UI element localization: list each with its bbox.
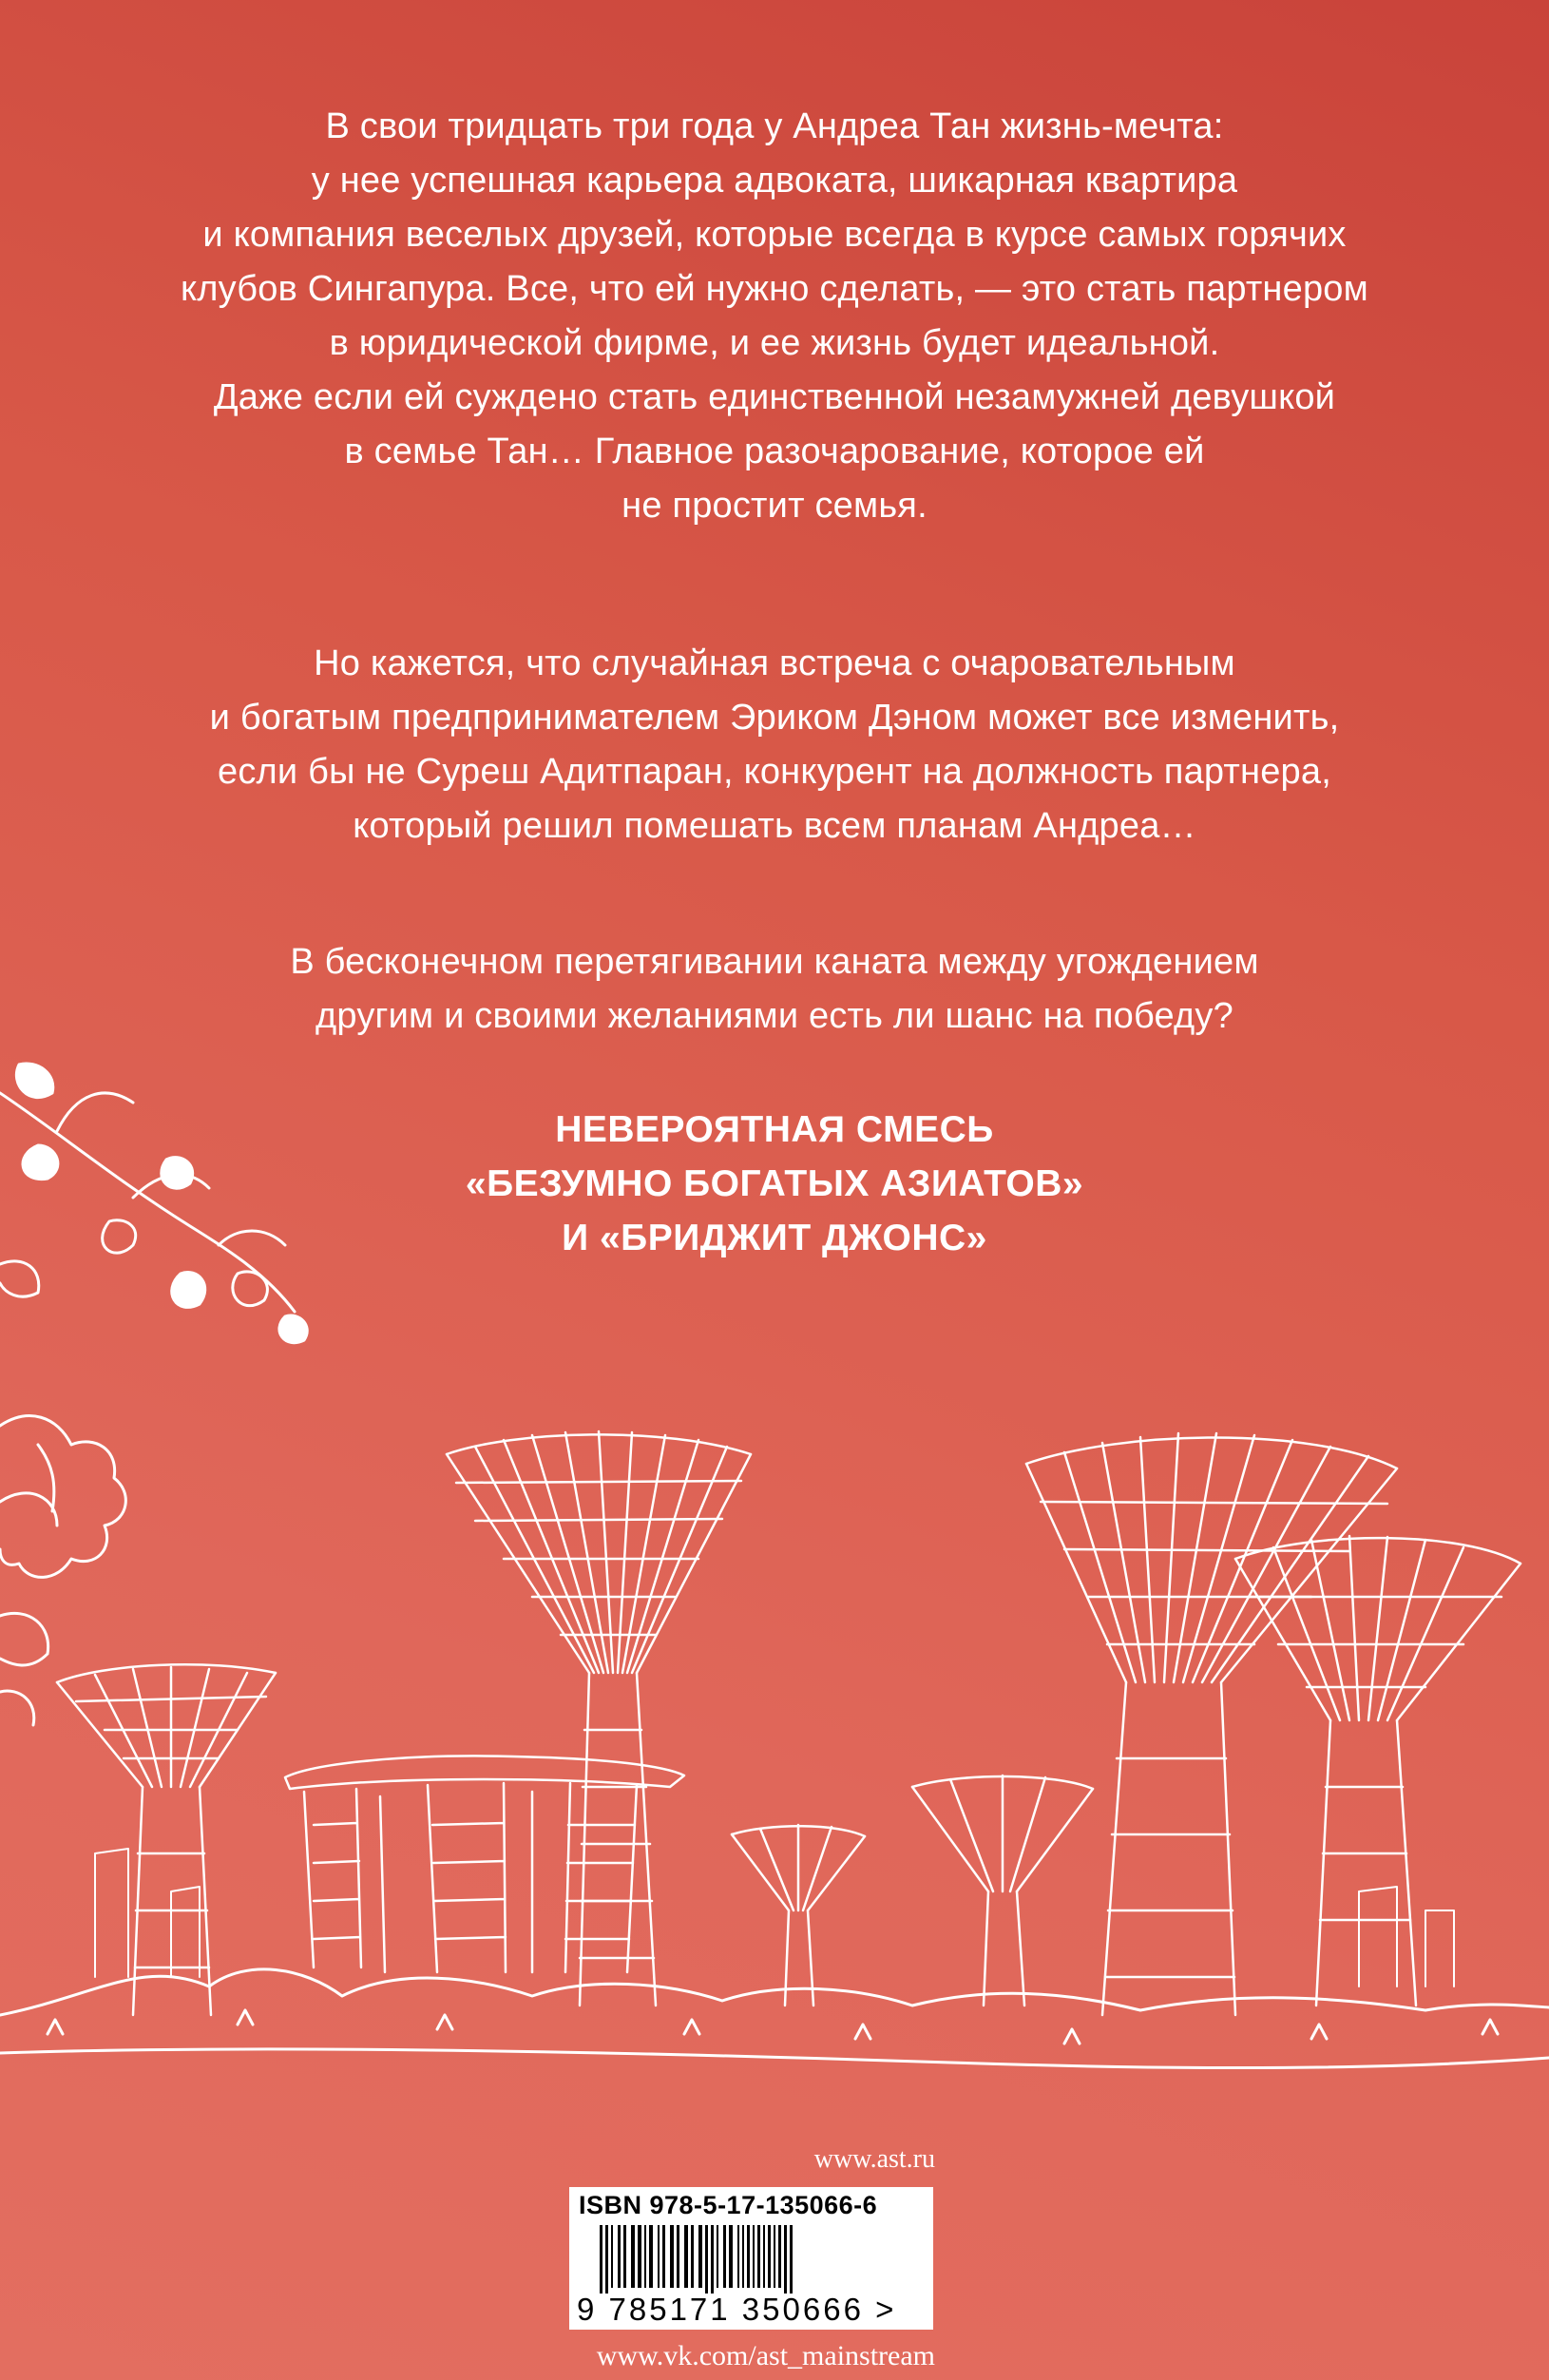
distant-buildings-illustration xyxy=(95,1849,1454,1987)
blurb-line: и богатым предпринимателем Эриком Дэном может все изменить, xyxy=(209,698,1340,738)
barcode-bar xyxy=(691,2225,694,2288)
blurb-paragraph-2 xyxy=(0,637,1549,854)
barcode-bar xyxy=(705,2225,708,2294)
supertree-small-illustration xyxy=(732,1775,1093,2006)
barcode-bar xyxy=(729,2225,733,2288)
barcode-bar xyxy=(670,2225,674,2288)
barcode-bar xyxy=(618,2225,621,2288)
barcode-bar xyxy=(784,2225,787,2294)
blurb-line: который решил помешать всем планам Андреа… xyxy=(353,806,1196,846)
barcode-bar xyxy=(611,2225,613,2288)
blurb-line: В свои тридцать три года у Андреа Тан жизнь-мечта: xyxy=(325,106,1224,146)
barcode-bar xyxy=(638,2225,641,2288)
blurb-line: В бесконечном перетягивании каната между угождением xyxy=(290,942,1259,982)
blurb-line: у нее успешная карьера адвоката, шикарная квартира xyxy=(311,161,1238,201)
supertree-left-illustration xyxy=(57,1664,276,2015)
blurb-line: Даже если ей суждено стать единственной незамужней девушкой xyxy=(213,377,1336,417)
barcode-bar xyxy=(778,2225,781,2288)
supertree-center-illustration xyxy=(447,1431,751,2006)
barcode-panel xyxy=(569,2187,933,2330)
tagline-line: НЕВЕРОЯТНАЯ СМЕСЬ xyxy=(555,1109,994,1150)
blurb-line: не простит семья. xyxy=(622,486,927,526)
barcode-bar xyxy=(644,2225,646,2288)
barcode-bars xyxy=(600,2225,913,2294)
barcode-bar xyxy=(753,2225,755,2288)
barcode-bar xyxy=(711,2225,714,2294)
barcode-bar xyxy=(763,2225,765,2288)
barcode-bar xyxy=(768,2225,771,2288)
marina-bay-sands-illustration xyxy=(285,1756,684,1972)
barcode-bar xyxy=(623,2225,626,2288)
blurb-line: в семье Тан… Главное разочарование, которое ей xyxy=(344,432,1205,471)
barcode-digits: 9 785171 350666 > xyxy=(577,2292,897,2327)
barcode-bar xyxy=(757,2225,760,2288)
blurb-line: если бы не Суреш Адитпаран, конкурент на должность партнера, xyxy=(218,752,1331,792)
barcode-bar xyxy=(774,2225,775,2288)
barcode-bar xyxy=(742,2225,744,2288)
barcode-bar xyxy=(677,2225,679,2288)
blurb-line: в юридической фирме, и ее жизнь будет идеальной. xyxy=(329,323,1220,363)
barcode-bar xyxy=(737,2225,739,2288)
barcode-bar xyxy=(631,2225,635,2288)
barcode-bar xyxy=(605,2225,608,2294)
gardens-by-the-bay-illustration xyxy=(0,1046,1549,2139)
blurb-line: другим и своими желаниями есть ли шанс на победу? xyxy=(316,996,1233,1036)
barcode-bar xyxy=(698,2225,702,2288)
barcode-bar xyxy=(723,2225,726,2288)
blurb-line: и компания веселых друзей, которые всегда в курсе самых горячих xyxy=(202,215,1347,255)
barcode-bar xyxy=(684,2225,688,2288)
social-link: www.vk.com/ast_mainstream xyxy=(596,2340,935,2371)
barcode-bar xyxy=(717,2225,718,2288)
branch-foliage-illustration xyxy=(0,1064,307,1343)
barcode-bar xyxy=(790,2225,793,2294)
publisher-website: www.ast.ru xyxy=(813,2144,935,2174)
shrub-foliage-illustration xyxy=(0,1416,125,1725)
isbn-number: ISBN 978-5-17-135066-6 xyxy=(579,2191,878,2219)
supertree-right-illustration xyxy=(1235,1536,1520,2006)
blurb-line: Но кажется, что случайная встреча с очаровательным xyxy=(314,643,1235,683)
supertree-large-right-illustration xyxy=(1026,1433,1397,2015)
tagline-line: И «БРИДЖИТ ДЖОНС» xyxy=(562,1218,987,1258)
barcode-bar xyxy=(658,2225,660,2288)
barcode-bar xyxy=(662,2225,665,2288)
barcode-bar xyxy=(747,2225,750,2288)
blurb-paragraph-3 xyxy=(0,935,1549,1044)
barcode-bar xyxy=(600,2225,602,2294)
tagline-line: «БЕЗУМНО БОГАТЫХ АЗИАТОВ» xyxy=(465,1163,1084,1204)
blurb-paragraph-1 xyxy=(0,100,1549,533)
barcode-bar xyxy=(649,2225,653,2288)
blurb-line: клубов Сингапура. Все, что ей нужно сделать, — это стать партнером xyxy=(181,269,1368,309)
